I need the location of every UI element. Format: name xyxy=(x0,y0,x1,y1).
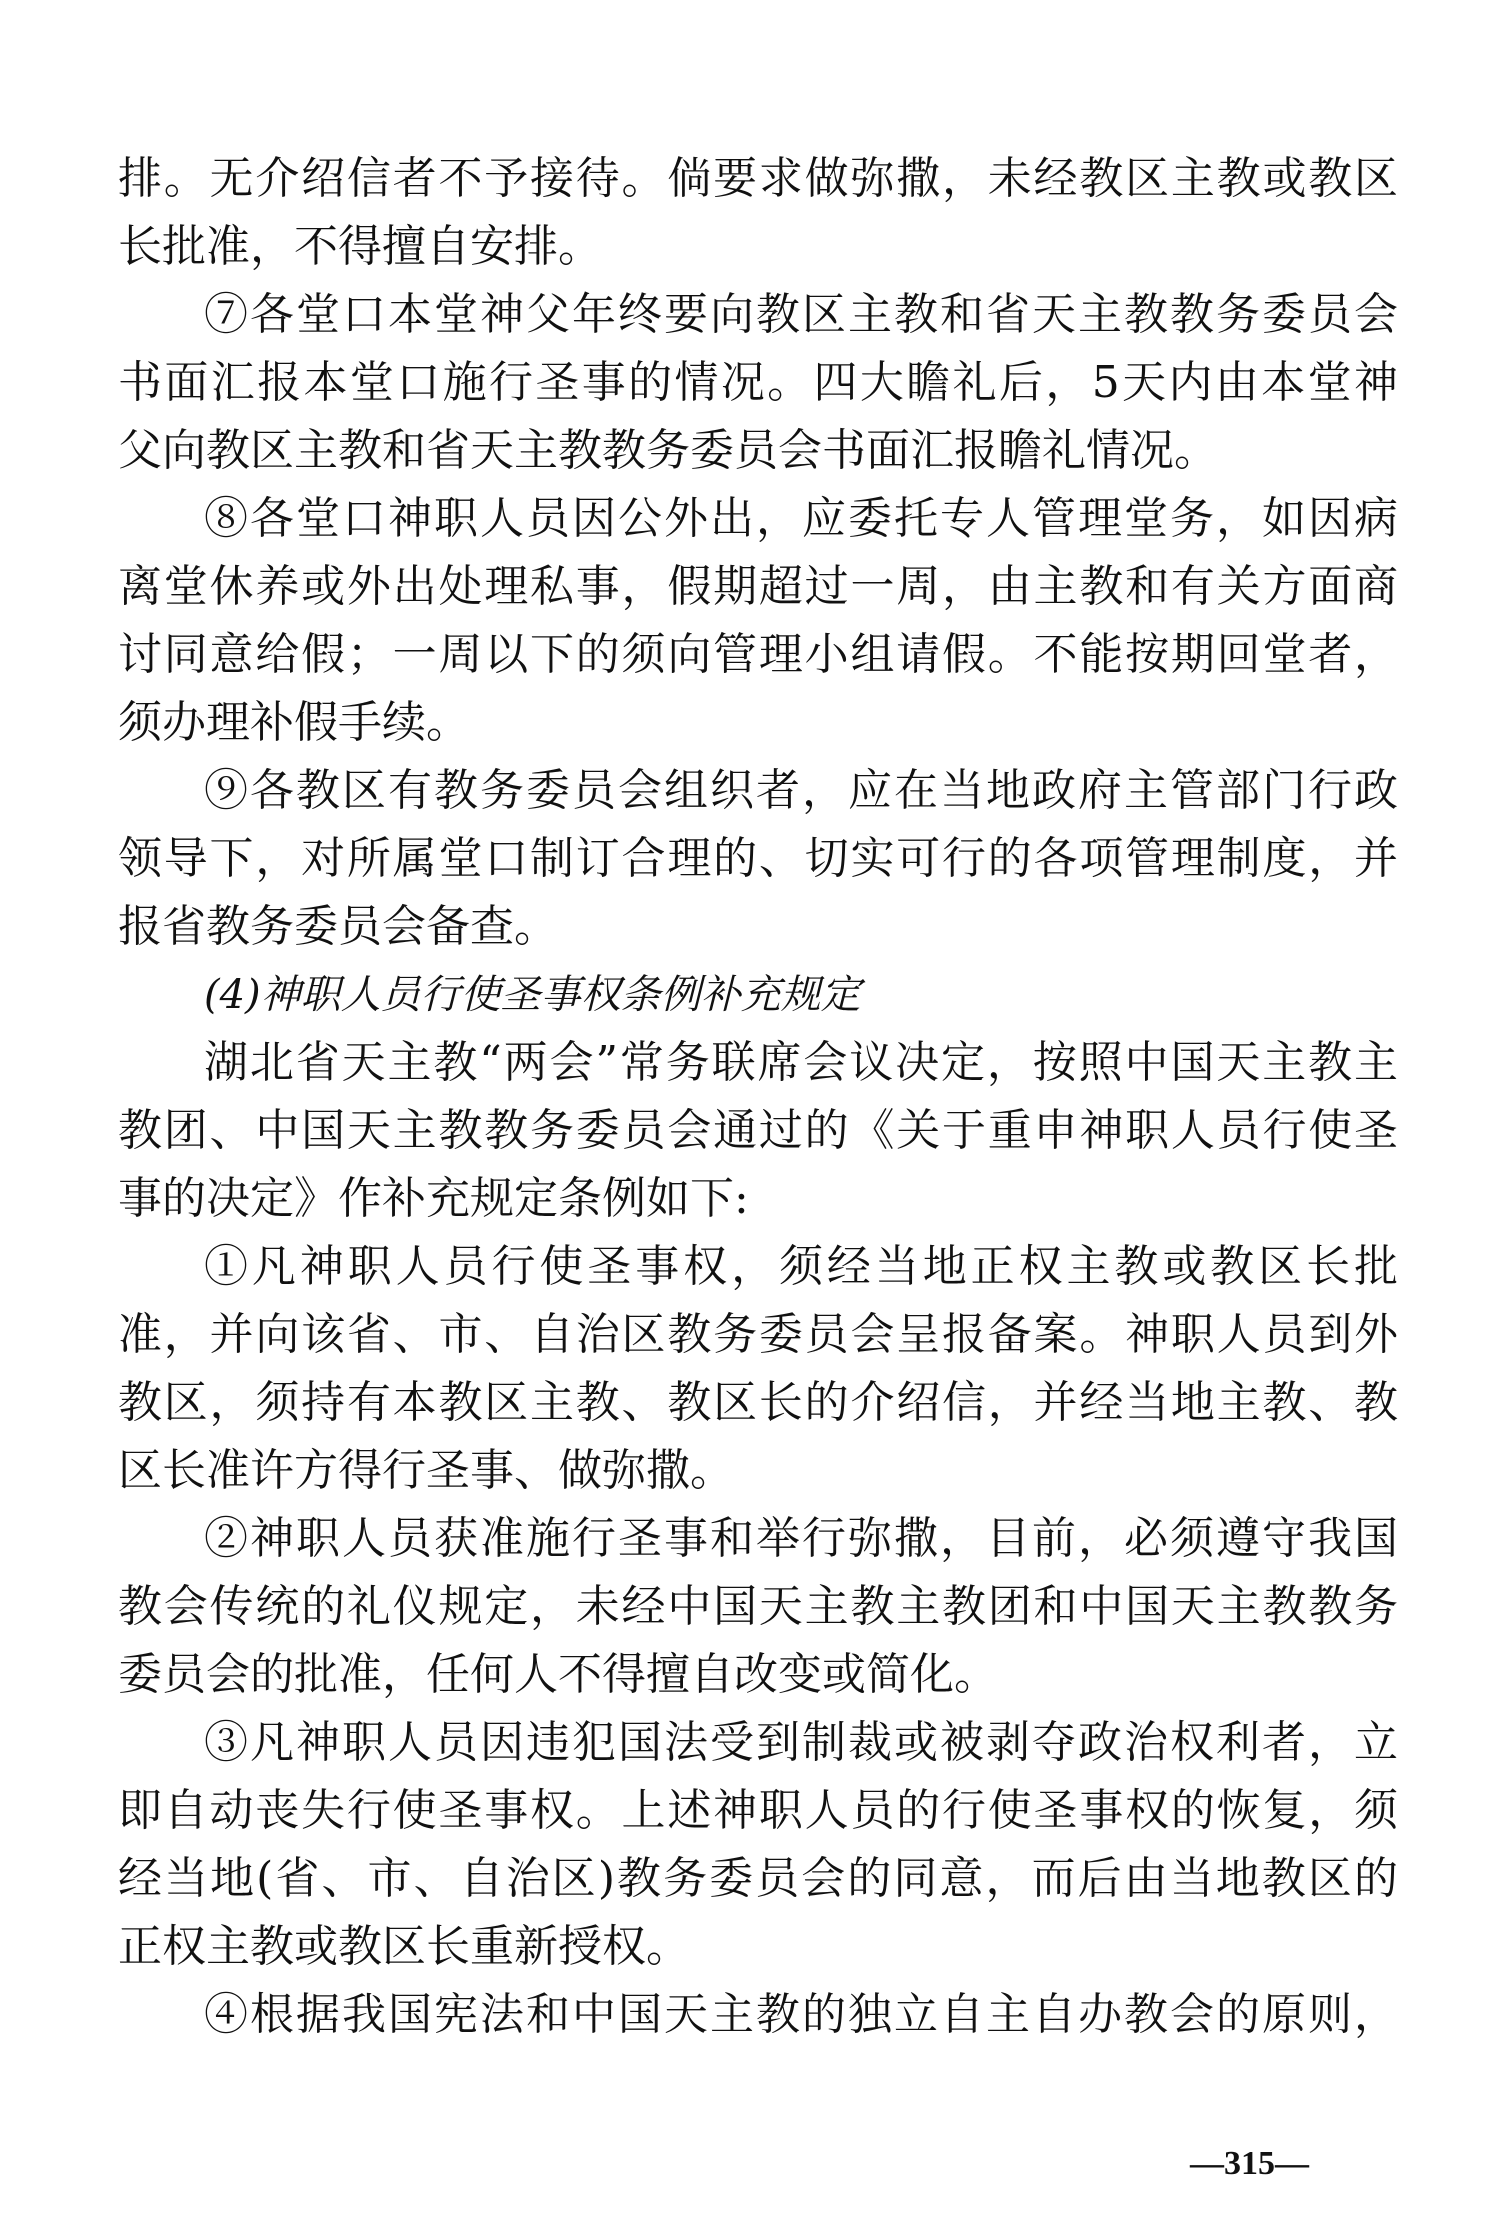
text-line: ④根据我国宪法和中国天主教的独立自主自办教会的原则， xyxy=(204,1989,1398,2040)
text-line: 教团、中国天主教教务委员会通过的《关于重申神职人员行使圣 xyxy=(118,1105,1398,1156)
text-line: ⑦各堂口本堂神父年终要向教区主教和省天主教教务委员会 xyxy=(204,289,1398,340)
text-line: 教区，须持有本教区主教、教区长的介绍信，并经当地主教、教 xyxy=(118,1377,1398,1428)
text-line: ⑨各教区有教务委员会组织者，应在当地政府主管部门行政 xyxy=(204,765,1398,816)
text-line: 离堂休养或外出处理私事，假期超过一周，由主教和有关方面商 xyxy=(118,561,1398,612)
text-line: ⑧各堂口神职人员因公外出，应委托专人管理堂务，如因病 xyxy=(204,493,1398,544)
text-line: 须办理补假手续。 xyxy=(118,697,470,748)
text-line: 委员会的批准，任何人不得擅自改变或简化。 xyxy=(118,1649,998,1700)
text-line: ③凡神职人员因违犯国法受到制裁或被剥夺政治权利者，立 xyxy=(204,1717,1398,1768)
text-line: 长批准，不得擅自安排。 xyxy=(118,221,602,272)
text-line: 即自动丧失行使圣事权。上述神职人员的行使圣事权的恢复，须 xyxy=(118,1785,1398,1836)
text-line: 报省教务委员会备查。 xyxy=(118,901,558,952)
text-line: ②神职人员获准施行圣事和举行弥撒，目前，必须遵守我国 xyxy=(204,1513,1398,1564)
section-heading: (4)神职人员行使圣事权条例补充规定 xyxy=(204,972,861,1018)
text-line: 排。无介绍信者不予接待。倘要求做弥撒，未经教区主教或教区 xyxy=(118,153,1398,204)
text-line: 教会传统的礼仪规定，未经中国天主教主教团和中国天主教教务 xyxy=(118,1581,1398,1632)
page-number: —315— xyxy=(1190,2145,1309,2182)
text-line: ①凡神职人员行使圣事权，须经当地正权主教或教区长批 xyxy=(204,1241,1398,1292)
text-line: 正权主教或教区长重新授权。 xyxy=(118,1921,690,1972)
text-line: 区长准许方得行圣事、做弥撒。 xyxy=(118,1445,734,1496)
text-line: 领导下，对所属堂口制订合理的、切实可行的各项管理制度，并 xyxy=(118,833,1398,884)
text-line: 事的决定》作补充规定条例如下: xyxy=(118,1173,749,1224)
text-line: 湖北省天主教“两会”常务联席会议决定，按照中国天主教主 xyxy=(204,1037,1398,1088)
text-line: 经当地(省、市、自治区)教务委员会的同意，而后由当地教区的 xyxy=(118,1853,1398,1904)
text-line: 父向教区主教和省天主教教务委员会书面汇报瞻礼情况。 xyxy=(118,425,1218,476)
text-line: 书面汇报本堂口施行圣事的情况。四大瞻礼后，5天内由本堂神 xyxy=(118,357,1398,408)
text-line: 准，并向该省、市、自治区教务委员会呈报备案。神职人员到外 xyxy=(118,1309,1398,1360)
text-line: 讨同意给假；一周以下的须向管理小组请假。不能按期回堂者， xyxy=(118,629,1398,680)
